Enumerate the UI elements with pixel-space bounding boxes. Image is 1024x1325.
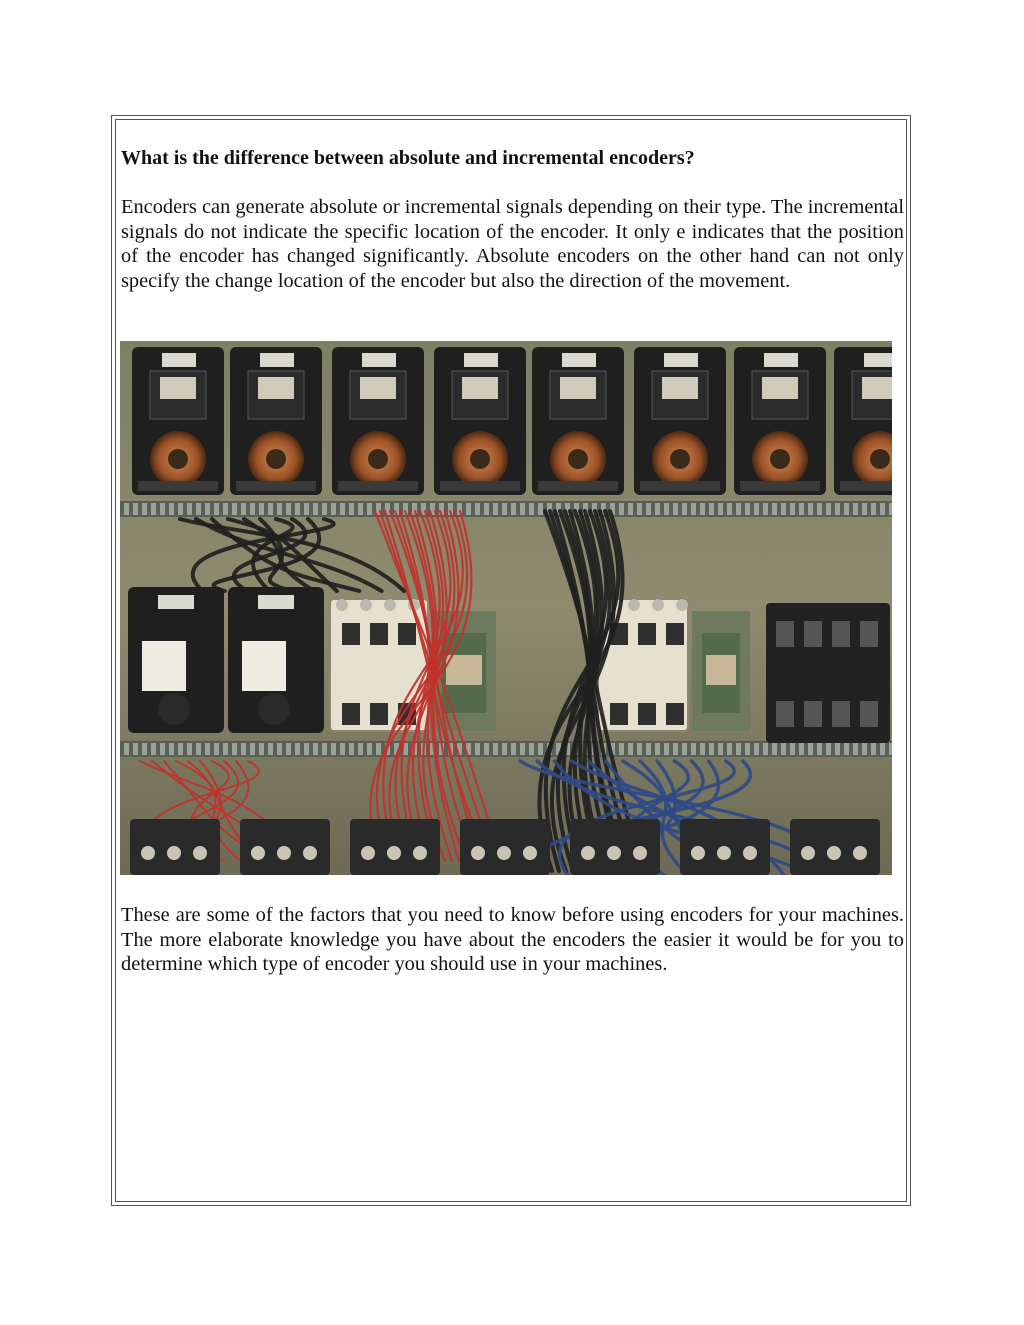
terminal-slot	[286, 503, 291, 515]
block-vent-bottom	[860, 701, 878, 727]
terminal-slot	[502, 503, 507, 515]
terminal-slot	[808, 503, 813, 515]
terminal-slot	[205, 503, 210, 515]
terminal-slot	[367, 503, 372, 515]
terminal-slot	[880, 743, 885, 755]
relay-core	[568, 449, 588, 469]
terminal-slot	[646, 503, 651, 515]
terminal-slot	[619, 743, 624, 755]
terminal-slot	[124, 743, 129, 755]
terminal-slot	[835, 503, 840, 515]
terminal-slot	[682, 743, 687, 755]
terminal-screw	[193, 846, 207, 860]
relay-foot	[740, 481, 820, 491]
relay-label	[362, 353, 396, 367]
terminal-screw	[167, 846, 181, 860]
relay-contact-block	[560, 377, 596, 399]
terminal-slot	[709, 503, 714, 515]
terminal-slot	[187, 503, 192, 515]
terminal-slot	[268, 743, 273, 755]
relay-8	[834, 347, 892, 495]
relay-contact-block	[862, 377, 892, 399]
relay-coil	[258, 693, 290, 725]
terminal-slot	[277, 743, 282, 755]
relay-coil	[158, 693, 190, 725]
terminal-slot	[529, 743, 534, 755]
transformer-winding	[706, 655, 736, 685]
terminal-slot	[169, 743, 174, 755]
terminal-screw	[523, 846, 537, 860]
terminal-slot	[637, 503, 642, 515]
terminal-slot	[538, 743, 543, 755]
contactor-screw	[336, 599, 348, 611]
terminal-screw	[303, 846, 317, 860]
relay-core	[670, 449, 690, 469]
terminal-screw	[853, 846, 867, 860]
terminal-slot	[502, 743, 507, 755]
relay-core	[368, 449, 388, 469]
terminal-slot	[151, 743, 156, 755]
relay-1	[132, 347, 224, 495]
terminal-slot	[340, 743, 345, 755]
terminal-slot	[673, 743, 678, 755]
contactor-vent-top	[398, 623, 416, 645]
transformer-winding	[446, 655, 482, 685]
contactor-vent-top	[666, 623, 684, 645]
terminal-slot	[250, 503, 255, 515]
terminal-slot	[520, 743, 525, 755]
terminal-slot	[304, 743, 309, 755]
terminal-slot	[826, 503, 831, 515]
terminal-slot	[340, 503, 345, 515]
contactor-vent-bottom	[370, 703, 388, 725]
terminal-slot	[313, 743, 318, 755]
contactor-screw	[360, 599, 372, 611]
terminal-slot	[709, 743, 714, 755]
terminal-screw	[413, 846, 427, 860]
terminal-slot	[322, 743, 327, 755]
terminal-slot	[223, 503, 228, 515]
terminal-slot	[862, 503, 867, 515]
terminal-rail-2	[120, 741, 892, 757]
relay-1	[128, 587, 224, 733]
terminal-slot	[493, 503, 498, 515]
terminal-slot	[727, 743, 732, 755]
block-vent-bottom	[776, 701, 794, 727]
terminal-slot	[763, 743, 768, 755]
terminal-slot	[781, 743, 786, 755]
relay-core	[470, 449, 490, 469]
bottom-terminal-row	[130, 819, 880, 875]
bottom-terminal-4	[460, 819, 550, 875]
terminal-slot	[853, 503, 858, 515]
paragraph-conclusion: These are some of the factors that you need to know before using encoders for your machines. The more elaborate knowledge you have about the encoders the easier it would be for you to determine which type of encoder you should use in your machines.	[121, 904, 904, 975]
contactor-vent-top	[638, 623, 656, 645]
electrical-panel-illustration	[120, 341, 892, 875]
relay-contact-block	[462, 377, 498, 399]
relay-2	[228, 587, 324, 733]
block-vent-top	[776, 621, 794, 647]
terminal-slot	[745, 503, 750, 515]
terminal-slot	[799, 743, 804, 755]
terminal-slot	[736, 503, 741, 515]
relay-insulator	[142, 641, 186, 691]
relay-3	[332, 347, 424, 495]
terminal-slot	[259, 743, 264, 755]
terminal-slot	[718, 743, 723, 755]
terminal-slot	[889, 503, 892, 515]
terminal-slot	[871, 503, 876, 515]
terminal-slot	[322, 503, 327, 515]
terminal-screw	[633, 846, 647, 860]
block-vent-bottom	[804, 701, 822, 727]
relay-7	[734, 347, 826, 495]
contactor-vent-top	[370, 623, 388, 645]
terminal-slot	[889, 743, 892, 755]
relay-core	[266, 449, 286, 469]
terminal-slot	[808, 743, 813, 755]
terminal-slot	[646, 743, 651, 755]
terminal-slot	[844, 503, 849, 515]
terminal-slot	[835, 743, 840, 755]
relay-contact-block	[360, 377, 396, 399]
relay-label	[864, 353, 892, 367]
relay-label	[562, 353, 596, 367]
contactor-screw	[628, 599, 640, 611]
terminal-slot	[178, 503, 183, 515]
terminal-slot	[682, 503, 687, 515]
terminal-slot	[214, 743, 219, 755]
terminal-slot	[493, 743, 498, 755]
terminal-slot	[871, 743, 876, 755]
terminal-screw	[827, 846, 841, 860]
terminal-slot	[250, 743, 255, 755]
terminal-slot	[763, 503, 768, 515]
terminal-slot	[673, 503, 678, 515]
terminal-slot	[187, 743, 192, 755]
terminal-slot	[637, 743, 642, 755]
relay-foot	[138, 481, 218, 491]
contactor-vent-bottom	[610, 703, 628, 725]
relay-contact-block	[160, 377, 196, 399]
terminal-slot	[295, 743, 300, 755]
terminal-slot	[817, 503, 822, 515]
terminal-slot	[133, 503, 138, 515]
terminal-slot	[124, 503, 129, 515]
terminal-slot	[754, 503, 759, 515]
relay-6	[634, 347, 726, 495]
contactor-vent-top	[342, 623, 360, 645]
terminal-slot	[628, 743, 633, 755]
terminal-slot	[286, 743, 291, 755]
top-relay-row	[132, 347, 892, 495]
block-vent-top	[832, 621, 850, 647]
terminal-slot	[772, 743, 777, 755]
terminal-slot	[844, 743, 849, 755]
terminal-slot	[214, 503, 219, 515]
terminal-slot	[664, 503, 669, 515]
bottom-terminal-1	[130, 819, 220, 875]
terminal-slot	[466, 503, 471, 515]
relay-label	[158, 595, 194, 609]
bottom-terminal-3	[350, 819, 440, 875]
terminal-slot	[718, 503, 723, 515]
terminal-slot	[313, 503, 318, 515]
relay-2	[230, 347, 322, 495]
terminal-slot	[160, 743, 165, 755]
contactor-vent-bottom	[342, 703, 360, 725]
terminal-slot	[259, 503, 264, 515]
terminal-screw	[141, 846, 155, 860]
terminal-slot	[664, 743, 669, 755]
terminal-screw	[691, 846, 705, 860]
relay-label	[664, 353, 698, 367]
relay-label	[260, 353, 294, 367]
terminal-slot	[817, 743, 822, 755]
terminal-slot	[655, 743, 660, 755]
terminal-slot	[142, 503, 147, 515]
terminal-slot	[142, 743, 147, 755]
terminal-slot	[169, 503, 174, 515]
bottom-terminal-2	[240, 819, 330, 875]
relay-5	[532, 347, 624, 495]
block-vent-top	[860, 621, 878, 647]
terminal-slot	[799, 503, 804, 515]
terminal-slot	[196, 503, 201, 515]
terminal-slot	[484, 743, 489, 755]
contactor-vent-bottom	[638, 703, 656, 725]
terminal-slot	[790, 503, 795, 515]
terminal-screw	[497, 846, 511, 860]
terminal-slot	[196, 743, 201, 755]
terminal-slot	[304, 503, 309, 515]
terminal-slot	[376, 743, 381, 755]
terminal-slot	[511, 743, 516, 755]
terminal-slot	[736, 743, 741, 755]
terminal-slot	[475, 743, 480, 755]
terminal-screw	[277, 846, 291, 860]
terminal-slot	[268, 503, 273, 515]
relay-label	[258, 595, 294, 609]
relay-foot	[440, 481, 520, 491]
relay-label	[764, 353, 798, 367]
terminal-slot	[862, 743, 867, 755]
relay-foot	[338, 481, 418, 491]
contactor-vent-bottom	[666, 703, 684, 725]
terminal-slot	[745, 743, 750, 755]
terminal-slot	[241, 743, 246, 755]
terminal-slot	[205, 743, 210, 755]
contactor-screw	[676, 599, 688, 611]
terminal-screw	[581, 846, 595, 860]
terminal-slot	[691, 503, 696, 515]
terminal-slot	[151, 503, 156, 515]
terminal-slot	[331, 503, 336, 515]
relay-core	[168, 449, 188, 469]
terminal-slot	[484, 503, 489, 515]
paragraph-intro: Encoders can generate absolute or incremental signals depending on their type. The incremental signals do not indicate the specific location of the encoder. It only e indicates that the position of the encoder has changed significantly. Absolute encoders on the other hand can not only specify the change location of the encoder but also the direction of the movement.	[121, 196, 904, 292]
block-vent-bottom	[832, 701, 850, 727]
relay-label	[464, 353, 498, 367]
terminal-slot	[349, 743, 354, 755]
terminal-slot	[511, 503, 516, 515]
relay-4	[434, 347, 526, 495]
terminal-slot	[772, 503, 777, 515]
terminal-screw	[361, 846, 375, 860]
bottom-terminal-5	[570, 819, 660, 875]
terminal-rail-1	[120, 501, 892, 517]
terminal-slot	[619, 503, 624, 515]
bottom-terminal-6	[680, 819, 770, 875]
terminal-slot	[349, 503, 354, 515]
terminal-slot	[241, 503, 246, 515]
relay-foot	[236, 481, 316, 491]
relay-insulator	[242, 641, 286, 691]
bottom-terminal-7	[790, 819, 880, 875]
terminal-slot	[232, 503, 237, 515]
terminal-slot	[520, 503, 525, 515]
terminal-slot	[754, 743, 759, 755]
terminal-screw	[607, 846, 621, 860]
terminal-slot	[691, 743, 696, 755]
relay-foot	[840, 481, 892, 491]
section-heading: What is the difference between absolute and incremental encoders?	[121, 147, 695, 169]
terminal-slot	[178, 743, 183, 755]
terminal-slot	[853, 743, 858, 755]
terminal-screw	[717, 846, 731, 860]
terminal-slot	[880, 503, 885, 515]
terminal-screw	[471, 846, 485, 860]
terminal-slot	[790, 743, 795, 755]
relay-contact-block	[762, 377, 798, 399]
terminal-slot	[223, 743, 228, 755]
contactor-screw	[384, 599, 396, 611]
terminal-slot	[133, 743, 138, 755]
terminal-slot	[700, 743, 705, 755]
relay-contact-block	[662, 377, 698, 399]
terminal-slot	[628, 503, 633, 515]
contactor-screw	[652, 599, 664, 611]
relay-label	[162, 353, 196, 367]
relay-foot	[640, 481, 720, 491]
terminal-slot	[538, 503, 543, 515]
relay-core	[770, 449, 790, 469]
transformer-6	[692, 611, 750, 731]
terminal-slot	[358, 503, 363, 515]
terminal-screw	[743, 846, 757, 860]
terminal-slot	[160, 503, 165, 515]
terminal-slot	[727, 503, 732, 515]
terminal-slot	[826, 743, 831, 755]
electrical-panel-photo	[120, 341, 892, 875]
terminal-slot	[475, 503, 480, 515]
block-7	[766, 603, 890, 743]
terminal-slot	[295, 503, 300, 515]
terminal-screw	[251, 846, 265, 860]
terminal-slot	[700, 503, 705, 515]
terminal-slot	[331, 743, 336, 755]
terminal-slot	[529, 503, 534, 515]
relay-contact-block	[258, 377, 294, 399]
relay-foot	[538, 481, 618, 491]
terminal-slot	[367, 743, 372, 755]
terminal-slot	[781, 503, 786, 515]
relay-core	[870, 449, 890, 469]
block-vent-top	[804, 621, 822, 647]
terminal-screw	[387, 846, 401, 860]
terminal-slot	[232, 743, 237, 755]
terminal-slot	[277, 503, 282, 515]
terminal-screw	[801, 846, 815, 860]
terminal-slot	[655, 503, 660, 515]
terminal-slot	[358, 743, 363, 755]
